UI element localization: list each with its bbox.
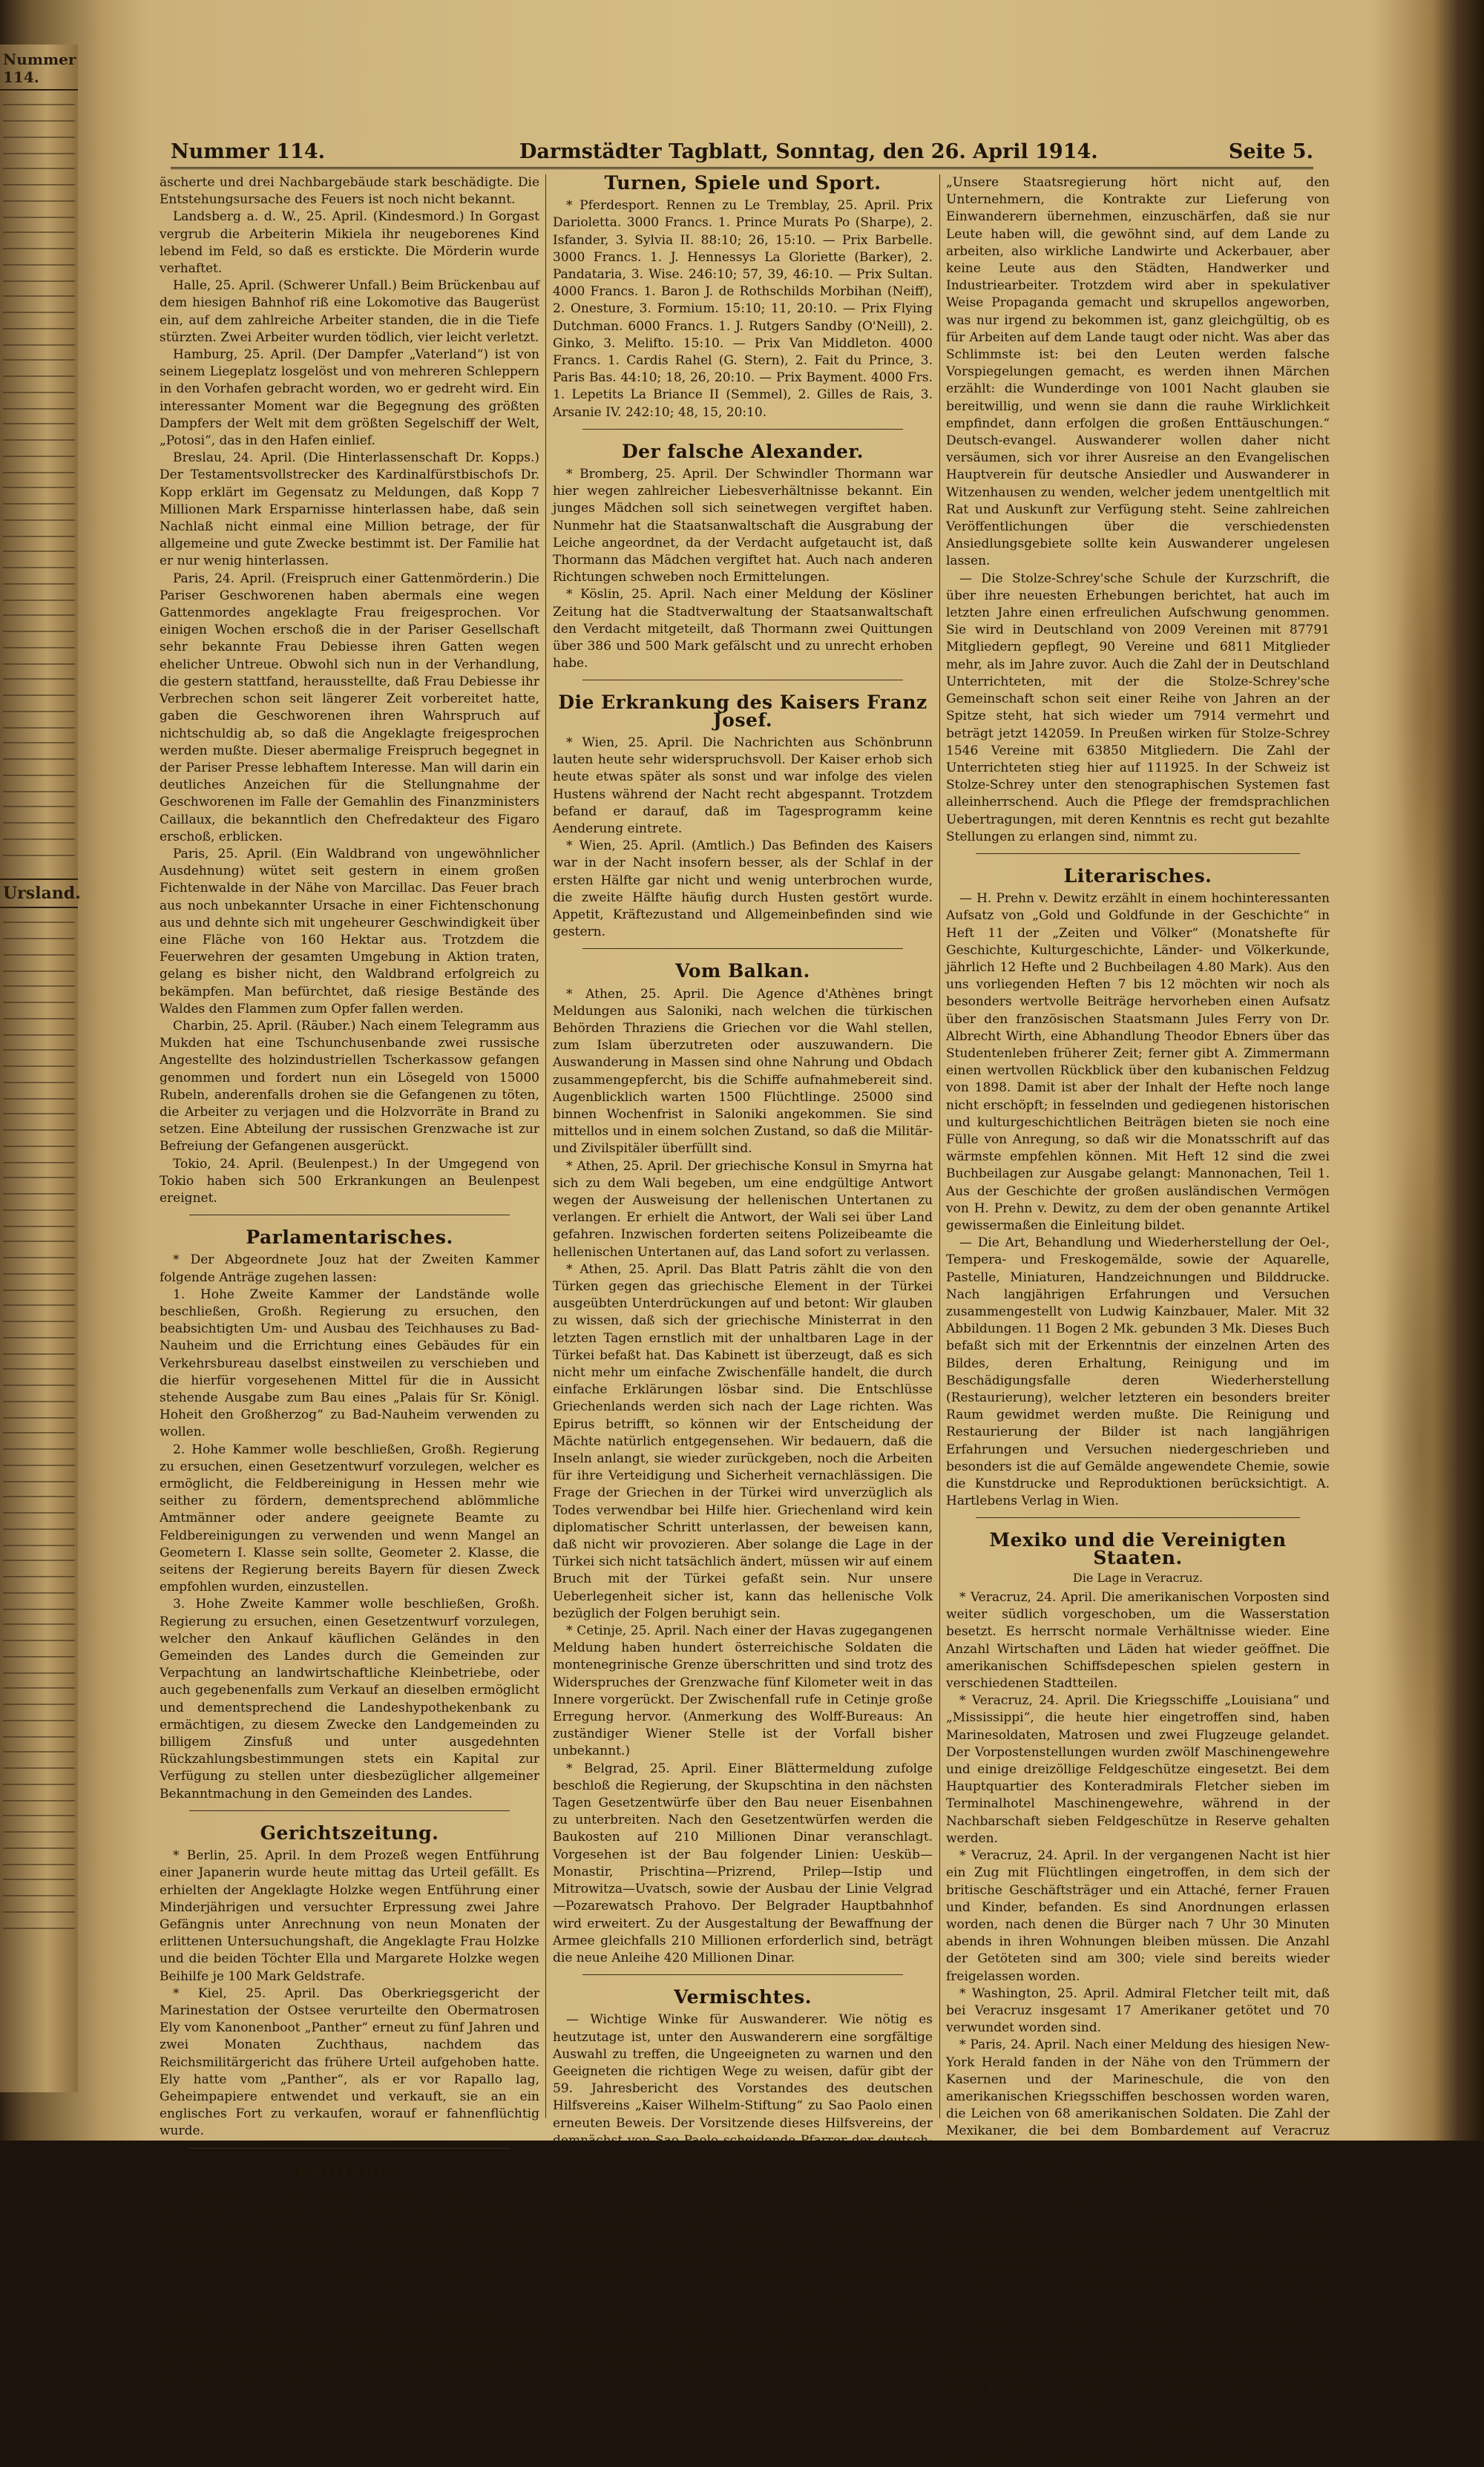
article-paragraph: * Belgrad, 25. April. Einer Blättermeldung zufolge beschloß die Regierung, der Skupschtina in den nächsten Tagen Gesetzentwürfe über den Bau neuer Eisenbahnen zu unterbreiten. Nach den Gesetzentwürfen werden die Baukosten auf 210 Millionen Dinar veranschlagt. Vorgesehen ist der Bau folgender Linien: Uesküb—Monastir, Prischtina—Prizrend, Prilep—Istip und Mitrowitza—Uvatsch, sowie der Ausbau der Linie Velgrad—Pozarewatsch Prahovo. Der Belgrader Hauptbahnhof wird erweitert. Zu der Ausgestaltung der Bewaffnung der Armee gleichfalls 210 Millionen erforderlich sind, beträgt die neue Anleihe 420 Millionen Dinar. <box>553 1761 933 1965</box>
page-number: Seite 5. <box>1228 140 1313 163</box>
article-paragraph: * Athen, 25. April. Der griechische Konsul in Smyrna hat sich zu dem Wali begeben, um eine endgültige Antwort wegen der Ausweisung der hellenischen Untertanen zu verlangen. Er erhielt die Antwort, der Wali sei über Land gefahren. Inzwischen forderten seitens Polizeibeamte die hellenischen Untertanen auf, das Land sofort zu verlassen. <box>553 1158 933 1260</box>
article-paragraph: Landsberg a. d. W., 25. April. (Kindesmord.) In Gorgast vergrub die Arbeiterin Mikiela ihr neugeborenes Kind lebend im Feld, so daß es erstickte. Die Mörderin wurde verhaftet. <box>160 209 539 277</box>
article-paragraph: äscherte und drei Nachbargebäude stark beschädigte. Die Entstehungsursache des Feuers ist noch nicht bekannt. <box>160 175 539 208</box>
article-paragraph: * Berlin, 25. April. In dem Prozeß wegen Entführung einer Japanerin wurde heute mittag das Urteil gefällt. Es erhielten der Angeklagte Holzke wegen Entführung einer Minderjährigen und versuchter Erpressung zwei Jahre Gefängnis unter Anrechnung von neun Monaten der erlittenen Untersuchungshaft, die Angeklagte Frau Holzke und die beiden Töchter Ella und Margarete Holzke wegen Beihilfe je 100 Mark Geldstrafe. <box>160 1848 539 1984</box>
article-paragraph: * Kiel, 25. April. Das Oberkriegsgericht der Marinestation der Ostsee verurteilte den Obermatrosen Ely vom Kanonenboot „Panther“ erneut zu fünf Jahren und zwei Monaten Zuchthaus, nachdem das Reichsmilitärgericht das frühere Urteil aufgehoben hatte. Ely hatte vom „Panther“, als er vor Rapallo lag, Geheimpapiere entwendet und verkauft, sie an ein englisches Fort zu verkaufen, worauf er fahnenflüchtig wurde. <box>160 1985 539 2139</box>
section-heading-erkrankung-kaiser: Die Erkrankung des Kaisers Franz Josef. <box>558 692 928 731</box>
section-divider <box>582 429 903 430</box>
article-paragraph: 3. Hohe Zweite Kammer wolle beschließen, Großh. Regierung zu ersuchen, einen Gesetzentwurf vorzulegen, welcher den Ankauf käuflichen Geländes in den Gemeinden des Landes durch die Gemeinden zur Verpachtung an landwirtschaftliche Kleinbetriebe, oder auch gegebenenfalls zum Verkauf an dieselben ermöglicht und dementsprechend die Landeshypothekenbank zu ermächtigen, zu diesem Zwecke den Landgemeinden zu billigem Zinsfuß und unter ausgedehnten Rückzahlungsbestimmungen stets ein Kapital zur Verfügung zu stellen unter diesbezüglicher allgemeiner Bekanntmachung in den Gemeinden des Landes. <box>160 1597 539 1801</box>
section-heading-falsche-alexander: Der falsche Alexander. <box>621 440 864 462</box>
section-heading-gerichtszeitung: Gerichtszeitung. <box>260 1821 439 1844</box>
section-heading-luftfahrt: Luftfahrt. <box>297 2159 402 2181</box>
article-paragraph: — Die Stolze-Schrey'sche Schule der Kurzschrift, die über ihre neuesten Erhebungen berichtet, hat auch im letzten Jahre einen erfreulichen Aufschwung genommen. Sie wird in Deutschland von 2009 Vereinen mit 87791 Mitgliedern gepflegt, 90 Vereine und 6811 Mitglieder mehr, als im Jahre zuvor. Auch die Zahl der in Deutschland Unterrichteten, mit der die Stolze-Schrey'sche Gemeinschaft schon seit einer Reihe von Jahren an der Spitze steht, hat sich wieder um 7914 vermehrt und beträgt jetzt 142059. In Preußen wirken für Stolze-Schrey 1546 Vereine mit 63850 Mitgliedern. Die Zahl der Unterrichteten stieg hier auf 111925. In der Schweiz ist Stolze-Schrey unter den stenographischen Systemen fast alleinherrschend. Auch die Pflege der fremdsprachlichen Uebertragungen, mit deren Kenntnis es recht gut bezahlte Stellungen zu erlangen sind, nimmt zu. <box>946 571 1330 844</box>
section-heading-mexiko: Mexiko und die Vereinigten Staaten. <box>989 1529 1287 1568</box>
section-divider <box>976 1517 1300 1518</box>
article-paragraph: Paris, 25. April. (Ein Waldbrand von ungewöhnlicher Ausdehnung) wütet seit gestern in einem großen Fichtenwalde in der Nähe von Marcillac. Das Feuer brach aus noch unbekannter Ursache in einer Fichtenschonung aus und dehnte sich mit ungeheurer Geschwindigkeit über eine Fläche von 160 Hektar aus. Trotzdem die Feuerwehren der gesamten Umgebung in Aktion traten, gelang es bisher nicht, den Waldbrand erfolgreich zu bekämpfen. Man befürchtet, daß riesige Bestände des Waldes den Flammen zum Opfer fallen werden. <box>160 846 539 1016</box>
section-heading-literarisches: Literarisches. <box>1063 864 1212 887</box>
paper-stain <box>1395 445 1462 965</box>
article-paragraph: * Cetinje, 25. April. Nach einer der Havas zugegangenen Meldung haben hundert österreichische Soldaten die montenegrinische Grenze überschritten und sind trotz des Widerspruches der Grenzwache fünf Kilometer weit in das Innere vorgerückt. Der Zwischenfall rufe in Cetinje große Erregung hervor. (Anmerkung des Wolff-Bureaus: An zuständiger Wiener Stelle ist der Vorfall bisher unbekannt.) <box>553 1623 933 1759</box>
section-heading-vermischtes: Vermischtes. <box>674 1986 812 2008</box>
section-divider <box>582 948 903 949</box>
page-header <box>171 137 1313 169</box>
adjacent-page-edge <box>0 45 81 2092</box>
article-paragraph: * Bromberg, 25. April. Der Schwindler Thormann war hier wegen zahlreicher Liebesverhältnisse bekannt. Ein junges Mädchen soll sich seinetwegen vergiftet haben. Nunmehr hat die Staatsanwaltschaft die Ausgrabung der Leiche angeordnet, da der Verdacht aufgetaucht ist, daß Thormann das Mädchen vergiftet hat. Auch nach anderen Richtungen schweben noch Ermittelungen. <box>553 467 933 585</box>
section-divider <box>582 1974 903 1975</box>
article-paragraph: Charbin, 25. April. (Räuber.) Nach einem Telegramm aus Mukden hat eine Tschunchusenbande zwei russische Angestellte des holzindustriellen Tscherkassow gefangen genommen und fordert nun ein Lösegeld von 15000 Rubeln, anderenfalls drohen sie die Gefangenen zu töten, die Arbeiter zu verjagen und die Holzvorräte in Brand zu setzen. Eine Abteilung der russischen Grenzwache ist zur Befreiung der Gefangenen ausgerückt. <box>160 1018 539 1154</box>
issue-number: Nummer 114. <box>171 140 326 163</box>
article-paragraph: 1. Hohe Zweite Kammer der Landstände wolle beschließen, Großh. Regierung zu ersuchen, den beabsichtigten Um- und Ausbau des Teichhauses zu Bad-Nauheim und die Errichtung eines Gebäudes für ein Verkehrsbureau daselbst einstweilen zu verschieben und die hierfür vorgesehenen Mittel für die in Aussicht stehende Ausgabe zum Bau eines „Palais für Sr. Königl. Hoheit den Großherzog“ zu Bad-Nauheim verwenden zu wollen. <box>160 1287 539 1440</box>
column-divider <box>545 174 546 2118</box>
article-paragraph: * Veracruz, 24. April. Die Kriegsschiffe „Louisiana“ und „Mississippi“, die heute hier eingetroffen sind, haben Marinesoldaten, Matrosen und zwei Flugzeuge gelandet. Der Vorpostenstellungen wurden zwölf Maschinengewehre und einige dreizöllige Feldgeschütze eingesetzt. Bei dem Hauptquartier des Konteradmirals Fletcher sieben im Terminalhotel Maschinengewehre, während in der Nachbarschaft sieben Feldgeschütze in Reserve gehalten werden. <box>946 1693 1330 1846</box>
article-paragraph: — Die Art, Behandlung und Wiederherstellung der Oel-, Tempera- und Freskogemälde, sowie der Aquarelle, Pastelle, Miniaturen, Handzeichnungen und Bilddrucke. Nach langjährigen Erfahrungen und Versuchen zusammengestellt von Ludwig Kainzbauer, Maler. Mit 32 Abbildungen. 11 Bogen 2 Mk. gebunden 3 Mk. Dieses Buch befaßt sich mit der Erkenntnis der einzelnen Arten des Bildes, deren Erhaltung, Reinigung und im Beschädigungsfalle deren Wiederherstellung (Restaurierung), welcher letzteren ein besonders breiter Raum gewidmet werden mußte. Die Reinigung und Restaurierung der Bilder ist nach langjährigen Erfahrungen und Versuchen niedergeschrieben und besonders ist die auf Gemälde angewendete Chemie, sowie die Kunstdrucke und Reproduktionen berücksichtigt. A. Hartlebens Verlag in Wien. <box>946 1235 1330 1509</box>
column-divider <box>939 174 940 2118</box>
article-paragraph: Paris, 24. April. (Freispruch einer Gattenmörderin.) Die Pariser Geschworenen haben abermals eine wegen Gattenmordes angeklagte Frau freigesprochen. Vor einigen Wochen erschoß die in der Pariser Gesellschaft sehr bekannte Frau Debiesse ihren Gatten wegen ehelicher Untreue. Obwohl sich nun in der Verhandlung, die gestern stattfand, herausstellte, daß Frau Debiesse ihr Verbrechen schon seit längerer Zeit vorbereitet hatte, gaben die Geschworenen ihren Wahrspruch auf nichtschuldig ab, so daß die Angeklagte freigesprochen werden mußte. Dieser abermalige Freispruch begegnet in der Pariser Presse lebhaftem Interesse. Man will darin ein deutliches Anzeichen für die Stellungnahme der Geschworenen im Falle der Gemahlin des Finanzministers Caillaux, die bekanntlich den Chefredakteur des Figaro erschoß, erblicken. <box>160 571 539 844</box>
article-paragraph: Hamburg, 25. April. (Der Dampfer „Vaterland“) ist von seinem Liegeplatz losgelöst und von mehreren Schleppern in den Vorhafen gebracht worden, wo er gedreht wird. Ein interessanter Moment war die Begegnung des größten Dampfers der Welt mit dem größten Segelschiff der Welt, „Potosi“, das in den Hafen einlief. <box>160 347 539 449</box>
section-heading-parlamentarisches: Parlamentarisches. <box>246 1226 453 1249</box>
article-paragraph: * Athen, 25. April. Die Agence d'Athènes bringt Meldungen aus Saloniki, nach welchen die türkischen Behörden Thraziens die Griechen vor die Wahl stellen, zum Islam überzutreten oder auszuwandern. Die Auswanderung in Massen sind ohne Nahrung und Obdach zusammengepfercht, bis die Schiffe aufnahmebereit sind. Augenblicklich warten 1500 Flüchtlinge. 25000 sind binnen Wochenfrist in Saloniki angekommen. Sie sind mittellos und in einem solchen Zustand, so daß die Militär- und Zivilspitäler überfüllt sind. <box>553 986 933 1157</box>
article-paragraph: * Athen, 25. April. Das Blatt Patris zählt die von den Türken gegen das griechische Element in der Türkei ausgeübten Unterdrückungen auf und betont: Wir glauben zu wissen, daß sich der griechische Ministerrat in den letzten Tagen ernstlich mit der unhaltbaren Lage in der Türkei befaßt hat. Das Kabinett ist überzeugt, daß es sich nicht mehr um einfache Zwischenfälle handelt, die durch einfache Erklärungen lösbar sind. Die Entschlüsse Griechenlands werden sich nach der Lage richten. Was Epirus betrifft, so können wir der Entscheidung der Mächte natürlich entgegensehen. Wir bedauern, daß die Inseln anlangt, sie wieder zurückgeben, noch die Arbeiten für ihre Verteidigung und Sicherheit vernachlässigen. Die Frage der Griechen in der Türkei wird unverzüglich als Todes verwendbar bei Hilfe hier. Griechenland wird kein diplomatischer Schritt unterlassen, der beweisen kann, daß nicht wir provozieren. Aber solange die Lage in der Türkei sich nicht tatsächlich ändert, müssen wir auf einem Bruch mit der Türkei gefaßt sein. Nur unsere Ueberlegenheit sicher ist, kann das hellenische Volk bezüglich der Folgen beruhigt sein. <box>553 1261 933 1621</box>
column-left <box>160 174 539 2390</box>
newspaper-page <box>141 130 1339 2466</box>
article-paragraph: * Paris, 24. April. Nach einer Meldung des hiesigen New-York Herald fanden in der Nähe von den Trümmern der Kasernen und der Marineschule, die von den amerikanischen Kriegsschiffen beschossen worden waren, die Leichen von 68 amerikanischen Soldaten. Die Zahl der Mexikaner, die bei dem Bombardement auf Veracruz gefallenen Mexikaner beträgt 182. Nach einer Depesche desselben Blattes wurden die von den amerikanischen Truppen auf Laredo abgefeuerten Kanonenschüsse durch mexikanische Truppen nach den amerikanischen Grenzposten erwidert. Die Mexikaner feuerten auf die amerikanischen Grenzpatrouille, welche den Angriff erwiderte, tötete etwa 10 Mexikaner. <box>946 2037 1330 2259</box>
article-paragraph: * Köslin, 25. April. Nach einer Meldung der Kösliner Zeitung hat die Stadtverwaltung der Staatsanwaltschaft den Verdacht mitgeteilt, daß Thormann zwei Quittungen über 386 und 500 Mark gefälscht und zu unrecht erhoben habe. <box>553 587 933 671</box>
column-right <box>946 174 1330 2466</box>
column-middle <box>553 172 933 2372</box>
section-divider <box>976 853 1300 854</box>
article-paragraph: * Veracruz, 24. April. In der vergangenen Nacht ist hier ein Zug mit Flüchtlingen eingetroffen, in dem sich der britische Geschäftsträger und ein Attaché, ferner Frauen und Kinder, befanden. Es sind Anordnungen erlassen worden, nach denen die Bürger nach 7 Uhr 30 Minuten abends in ihren Wohnungen bleiben müssen. Die Anzahl der Getöteten sind am 300; viele sind bereits wieder freigelassen worden. <box>946 1848 1330 1984</box>
article-paragraph: * Veracruz, 24. April. Die amerikanischen Vorposten sind weiter südlich vorgeschoben, um die Wasserstation besetzt. Es herrscht normale Verhältnisse wieder. Eine Anzahl Wirtschaften und Läden hat wieder geöffnet. Die amerikanischen Schiffsdepeschen spielen gestern in verschiedenen Stadtteilen. <box>946 1590 1330 1692</box>
article-paragraph: * Wien, 25. April. (Amtlich.) Das Befinden des Kaisers war in der Nacht insofern besser, als der Schlaf in der ersten Hälfte gar nicht und wenig unterbrochen wurde, die zweite Hälfte häufig durch Husten gestört wurde. Appetit, Kräftezustand und Allgemeinbefinden sind wie gestern. <box>553 838 933 940</box>
article-paragraph: * Pferdesport. Rennen zu Le Tremblay, 25. April. Prix Darioletta. 3000 Francs. 1. Prince Murats Po (Sharpe), 2. Isfander, 3. Sylvia II. 88:10; 26, 15:10. — Prix Barbelle. 3000 Francs. 1. J. Hennessys La Gloriette (Barker), 2. Pandataria, 3. Wise. 246:10; 57, 39, 46:10. — Prix Sultan. 4000 Francs. 1. Baron J. de Rothschilds Morbihan (Neiff), 2. Onesture, 3. Formium. 15:10; 11, 20:10. — Prix Flying Dutchman. 6000 Francs. 1. J. Rutgers Sandby (O'Neill), 2. Ginko, 3. Melifto. 15:10. — Prix Van Middleton. 4000 Francs. 1. Cardis Rahel (G. Stern), 2. Fait du Prince, 3. Paris Bas. 44:10; 18, 26, 20:10. — Prix Bayment. 4000 Frs. 1. Lepetits La Briance II (Semmel), 2. Gilles de Rais, 3. Arsanie IV. 242:10; 48, 15, 20:10. <box>553 198 933 420</box>
newspaper-title-date: Darmstädter Tagblatt, Sonntag, den 26. April 1914. <box>519 140 1098 163</box>
article-paragraph: * Hamburg, 25. April. Einen tollkühnen Flug, der für die Betroffenen glimpflich endete, haben am Donnerstag die beiden Flieger Schlegel und Rohrbach gemacht. Die beiden Piloten gerieten bei einem Fluge Gotha—Schwerin—Hamburg in ein Gewitter, das die Gotha-Taube über eine halbe Stunde lang wie ein Spielzeug durch die Lüfte warf und schließlich die Maschine zu Boden schmetterte. Schlegel schreibt an die Tägliche Rundschau: Seit schossen wir der Erde zu und in unserer Maschine kam ein unerwarteter Stillstand. Glücklicherweise konnten wir uns selbst befreien. Weder ich noch mein Passagier sind ernstlich verletzt worden. <box>160 2185 539 2390</box>
adjacent-page-number: Nummer 114. <box>0 45 78 91</box>
article-paragraph: „Unsere Staatsregierung hört nicht auf, den Unternehmern, die Kontrakte zur Lieferung von Einwanderern übernehmen, einzuschärfen, daß sie nur Leute haben will, die gewöhnt sind, auf dem Lande zu arbeiten, also wirkliche Landwirte und Ackerbauer, aber keine Leute aus den Städten, Handwerker und Industriearbeiter. Trotzdem wird aber in spekulativer Weise Propaganda gemacht und skrupellos angeworben, was nur irgend zu bekommen ist, ganz gleichgültig, ob es für Arbeiten auf dem Lande taugt oder nicht. Was aber das Schlimmste ist: bei den Leuten werden falsche Vorspiegelungen gemacht, es werden ihnen Märchen erzählt: die Wunderdinge von 1001 Nacht glauben sie bereitwillig, und wenn sie dann die rauhe Wirklichkeit empfindet, dann erfolgen die großen Enttäuschungen.“ Deutsch-evangel. Auswanderer wollen daher nicht versäumen, sich vor ihrer Ausreise an den Evangelischen Hauptverein für deutsche Ansiedler und Auswanderer in Witzenhausen zu wenden, welcher jedem unentgeltlich mit Rat und Auskunft zur Verfügung steht. Seine zahlreichen Veröffentlichungen über die verschiedensten Ansiedlungsgebiete sollte kein Auswanderer ungelesen lassen. <box>946 175 1330 569</box>
section-subheading: Die Lage in Veracruz. <box>1072 1570 1204 1585</box>
adjacent-page-section-heading: Ursland. <box>0 878 78 908</box>
article-paragraph: Halle, 25. April. (Schwerer Unfall.) Beim Brückenbau auf dem hiesigen Bahnhof riß eine Lokomotive das Baugerüst ein, auf dem zahlreiche Arbeiter standen, die in die Tiefe stürzten. Zwei Arbeiter wurden tödlich, vier leicht verletzt. <box>160 278 539 345</box>
article-paragraph: Breslau, 24. April. (Die Hinterlassenschaft Dr. Kopps.) Der Testamentsvollstrecker des Kardinalfürstbischofs Dr. Kopp erklärt im Gegensatz zu Meldungen, daß Kopp 7 Millionen Mark Ersparnisse hinterlassen habe, daß sein Nachlaß nicht einmal eine Million betrage, der für allgemeine und gute Zwecke bestimmt ist. Der Familie hat er nur wenig hinterlassen. <box>160 450 539 569</box>
article-paragraph: — Wichtige Winke für Auswanderer. Wie nötig es heutzutage ist, unter den Auswanderern eine sorgfältige Auswahl zu treffen, die Ungeeigneten zu warnen und den Geeigneten die richtigen Wege zu weisen, dafür gibt der 59. Jahresbericht des Vorstandes des deutschen Hilfsvereins „Kaiser Wilhelm-Stiftung“ zu Sao Paolo einen erneuten Beweis. Der Vorsitzende dieses Hilfsvereins, der demnächst von Sao Paolo scheidende Pfarrer der deutsch-evangelischen Gemeinde, Pastor Teschendorf, schreibt darüber: „Es kann in diesen Zeiten nicht dringend genug vor der Auswanderung nach der Stadt Sao Paolo gewarnt werden. Zugleich müßten wir Stadt Sao Paolo unterscheiden, da die Kolonien so vieles, daß der Auswandernde ohne jede Fähigkeit, sich mit städtischen Elementen befreundet werden, die sich nach unseren Erfahrungen im deutschen Hilfsverein in jene Verhältnisse absolut nicht hineinfinden können. Daher folgt oder später doch wieder den Städten zuströmen. Sie fallen dann vielfach völlig mittellos uns zur Last fallen. In demselben Sinne äußerte man sich auf dem I. Evangelischen Kongreß in San Manoel, Sao Paolo: <box>553 2012 933 2372</box>
article-paragraph: Tokio, 24. April. (Beulenpest.) In der Umgegend von Tokio haben sich 500 Erkrankungen an Beulenpest ereignet. <box>160 1156 539 1206</box>
section-divider <box>189 1810 510 1811</box>
article-paragraph: — H. Prehn v. Dewitz erzählt in einem hochinteressanten Aufsatz von „Gold und Goldfunde in der Geschichte“ in Heft 11 der „Zeiten und Völker“ (Monatshefte für Geschichte, Kulturgeschichte, Länder- und Völkerkunde, jährlich 12 Hefte und 2 Buchbeilagen 4.80 Mark). Aus den uns vorliegenden Heften 7 bis 12 möchten wir noch als besonders wertvolle Beiträge hervorheben einen Aufsatz über den französischen Staatsmann Jules Ferry von Dr. Albrecht Wirth, eine Abhandlung Theodor Ebners über das Studentenleben früherer Zeit; ferner gibt A. Zimmermann einen wertvollen Rückblick über den kubanischen Feldzug von 1898. Damit ist aber der Inhalt der Hefte noch lange nicht erschöpft; in fesselnden und gediegenen historischen und kulturgeschichtlichen Beiträgen bieten sie noch eine Fülle von Anregung, so daß wir die Monatsschrift auf das wärmste empfehlen können. Mit Heft 12 sind die zwei Buchbeilagen zur Ausgabe gelangt: Mannonachen, Teil 1. Aus der Geschichte der großen ausländischen Vermögen von H. Prehn v. Dewitz, zu dem der oben genannte Artikel gewissermaßen die Einleitung bildet. <box>946 891 1330 1233</box>
section-heading-vom-balkan: Vom Balkan. <box>675 960 810 982</box>
article-paragraph: * Washington, 25. April. Admiral Fletcher teilt mit, daß bei Veracruz insgesamt 17 Amerikaner getötet und 70 verwundet worden sind. <box>946 1985 1330 2036</box>
article-paragraph: 2. Hohe Kammer wolle beschließen, Großh. Regierung zu ersuchen, einen Gesetzentwurf vorzulegen, welcher es ermöglicht, die Feldbereinigung in Hessen mehr wie seither zu fördern, dementsprechend ablömmliche Amtmänner oder andere geeignete Beamte zu Feldbereinigungen zu verwenden und wenn Mangel an Geometern I. Klasse sein sollte, Geometer 2. Klasse, die seitens der Regierung bereits Bayern für diesen Zweck empfohlen wurden, einzustellen. <box>160 1442 539 1595</box>
article-paragraph: * Wien, 25. April. Die Nachrichten aus Schönbrunn lauten heute sehr widerspruchsvoll. Der Kaiser erhob sich heute etwas später als sonst und war infolge des vielen Hustens während der Nacht recht abgespannt. Trotzdem befand er darauf, daß im Tagesprogramm keine Aenderung eintrete. <box>553 735 933 836</box>
article-paragraph: * Washington, 24. April. Konteradmiral Badger meldet, daß Veracruz verhältnismäßig ruhig ist, und daß die amerikanischen Truppen wie Möglichkeit, um in die Ordnung wiederherzustellen. Amerikanische Schiffskapellen geben in den Straßen der Stadt Konzerte. Der amerikanische Kriegssekretär teilte heute dem Gouverneur von Texas mit, daß auf seine Bitte Washington keine Truppen schicken würde. Nachdem jedoch sich ein weiteres Regiment regulärer Truppen an die Grenze geschickt werden wird. Das Kriegsamt hat Instruktionen zum Schutze der internationalen Brücke erlassen. Der Brückenschutz müsse jetzt von amerikanischen <box>946 2261 1330 2466</box>
paper-stain <box>1380 1113 1462 1781</box>
article-paragraph: * Der Abgeordnete Jouz hat der Zweiten Kammer folgende Anträge zugehen lassen: <box>160 1252 539 1285</box>
section-heading-turnen-spiele-sport: Turnen, Spiele und Sport. <box>604 172 881 194</box>
section-divider <box>189 2148 510 2149</box>
